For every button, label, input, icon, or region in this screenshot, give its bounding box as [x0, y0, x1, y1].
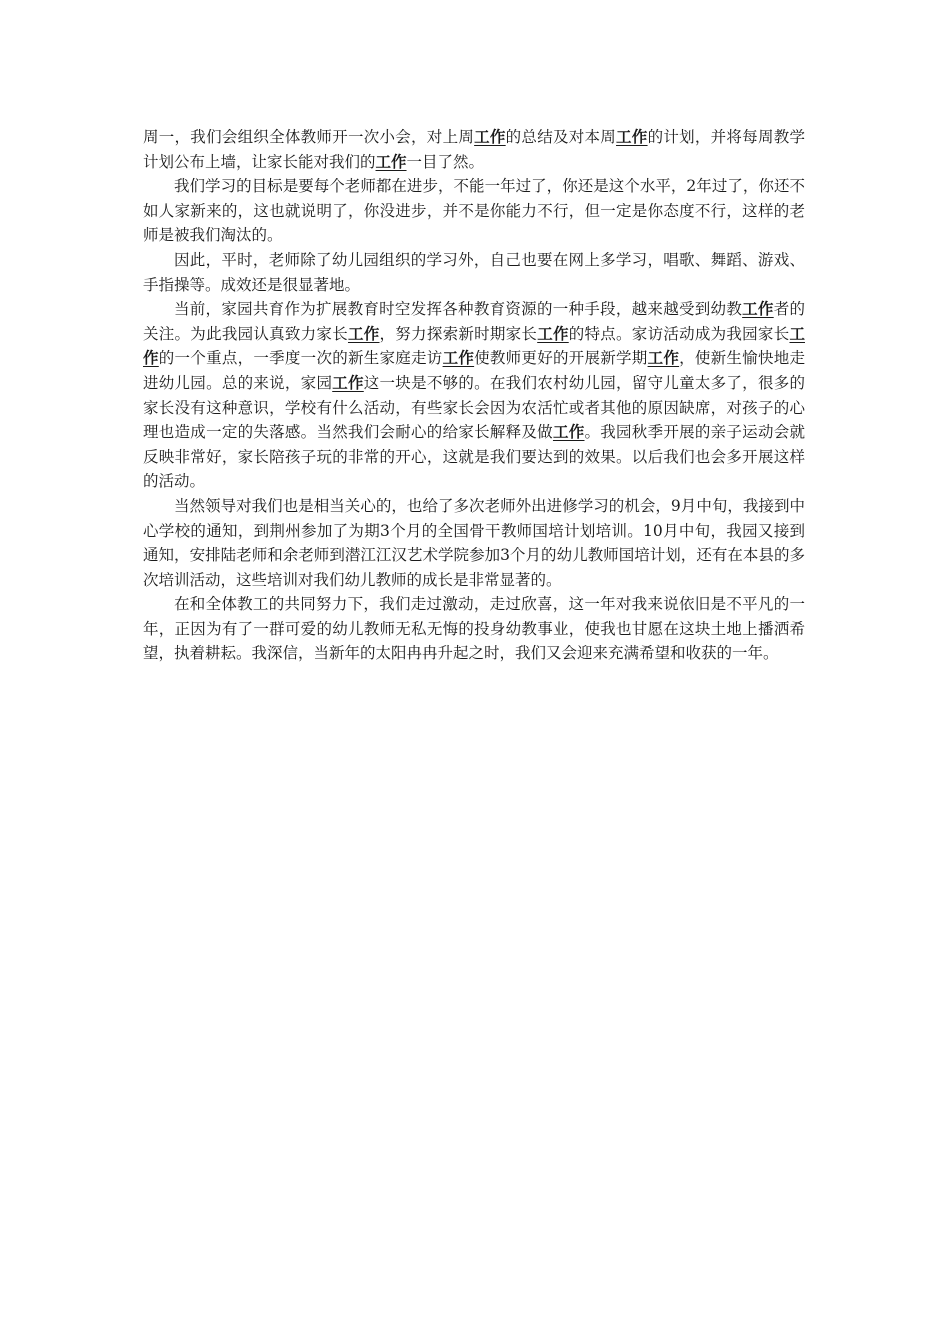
paragraph-text: 的总结及对本周	[505, 128, 617, 146]
paragraph-text: 我们学习的目标是要每个老师都在进步，不能一年过了，你还是这个水平，2年过了，你还不如人家新来的，这也就说明了，你没进步，并不是你能力不行，但一定是你态度不行，这样的老师是被我们淘汰的。	[143, 177, 805, 245]
keyword-link[interactable]: 工作	[742, 300, 774, 319]
keyword-link[interactable]: 工作	[552, 423, 585, 442]
paragraph-text: 。我园秋季开展的亲子运动会就反映非常好，家长陪孩子玩的非常的开心，这就是我们要达到的效果。以后我们也会多开展这样的活动。	[143, 423, 805, 491]
keyword-link[interactable]: 工作	[143, 324, 805, 368]
paragraph-text: 当然领导对我们也是相当关心的，也给了多次老师外出进修学习的机会，9月中旬，我接到中心学校的通知，到荆州参加了为期3个月的全国骨干教师国培计划培训。10月中旬，我园又接到通知，安排陆老师和余老师到潜江江汉艺术学院参加3个月的幼儿教师国培计划，还有在本县的多次培训活动，这些培训对我们幼儿教师的成长是非常显著的。	[143, 496, 805, 589]
paragraph	[143, 174, 805, 248]
paragraph-text: ，使新生愉快地走进幼儿园。总的来说，家园	[143, 349, 805, 392]
paragraph-text: 的特点。家访活动成为我园家长	[568, 324, 790, 343]
paragraph	[143, 494, 805, 592]
keyword-link[interactable]: 工作	[647, 349, 680, 368]
paragraph	[143, 248, 805, 297]
paragraph-text: 当前，家园共育作为扩展教育时空发挥各种教育资源的一种手段，越来越受到幼教	[174, 300, 743, 319]
paragraph-text: 周一，我们会组织全体教师开一次小会，对上周	[143, 128, 475, 146]
paragraph-text: 因此，平时，老师除了幼儿园组织的学习外，自己也要在网上多学习，唱歌、舞蹈、游戏、手指操等。成效还是很显著地。	[143, 250, 805, 294]
paragraph-text: 的一个重点，一季度一次的新生家庭走访	[158, 349, 443, 368]
paragraph-text: 这一块是不够的。在我们农村幼儿园，留守儿童太多了，很多的家长没有这种意识，学校有什么活动，有些家长会因为农活忙或者其他的原因缺席，对孩子的心理也造成一定的失落感。当然我们会耐心的给家长解释及做	[143, 373, 805, 442]
keyword-link[interactable]: 工作	[442, 349, 475, 368]
paragraph-text: ，努力探索新时期家长	[379, 324, 538, 343]
keyword-link[interactable]: 工作	[332, 373, 364, 392]
document-body	[143, 125, 805, 666]
keyword-link[interactable]: 工作	[537, 324, 569, 343]
keyword-link[interactable]: 工作	[375, 152, 407, 171]
keyword-link[interactable]: 工作	[347, 324, 380, 343]
paragraph	[143, 125, 805, 174]
paragraph	[143, 592, 805, 666]
paragraph-text: 的计划，并将每周教学计划公布上墙，让家长能对我们的	[143, 128, 805, 171]
paragraph	[143, 297, 805, 494]
paragraph-text: 者的关注。为此我园认真致力家长	[143, 300, 805, 343]
keyword-link[interactable]: 工作	[474, 128, 506, 146]
paragraph-text: 一目了然。	[406, 152, 485, 171]
paragraph-text: 使教师更好的开展新学期	[474, 349, 648, 368]
keyword-link[interactable]: 工作	[616, 128, 648, 146]
paragraph-text: 在和全体教工的共同努力下，我们走过激动，走过欣喜，这一年对我来说依旧是不平凡的一年，正因为有了一群可爱的幼儿教师无私无悔的投身幼教事业，使我也甘愿在这块土地上播洒希望，执着耕耘。我深信，当新年的太阳冉冉升起之时，我们又会迎来充满希望和收获的一年。	[143, 595, 805, 663]
